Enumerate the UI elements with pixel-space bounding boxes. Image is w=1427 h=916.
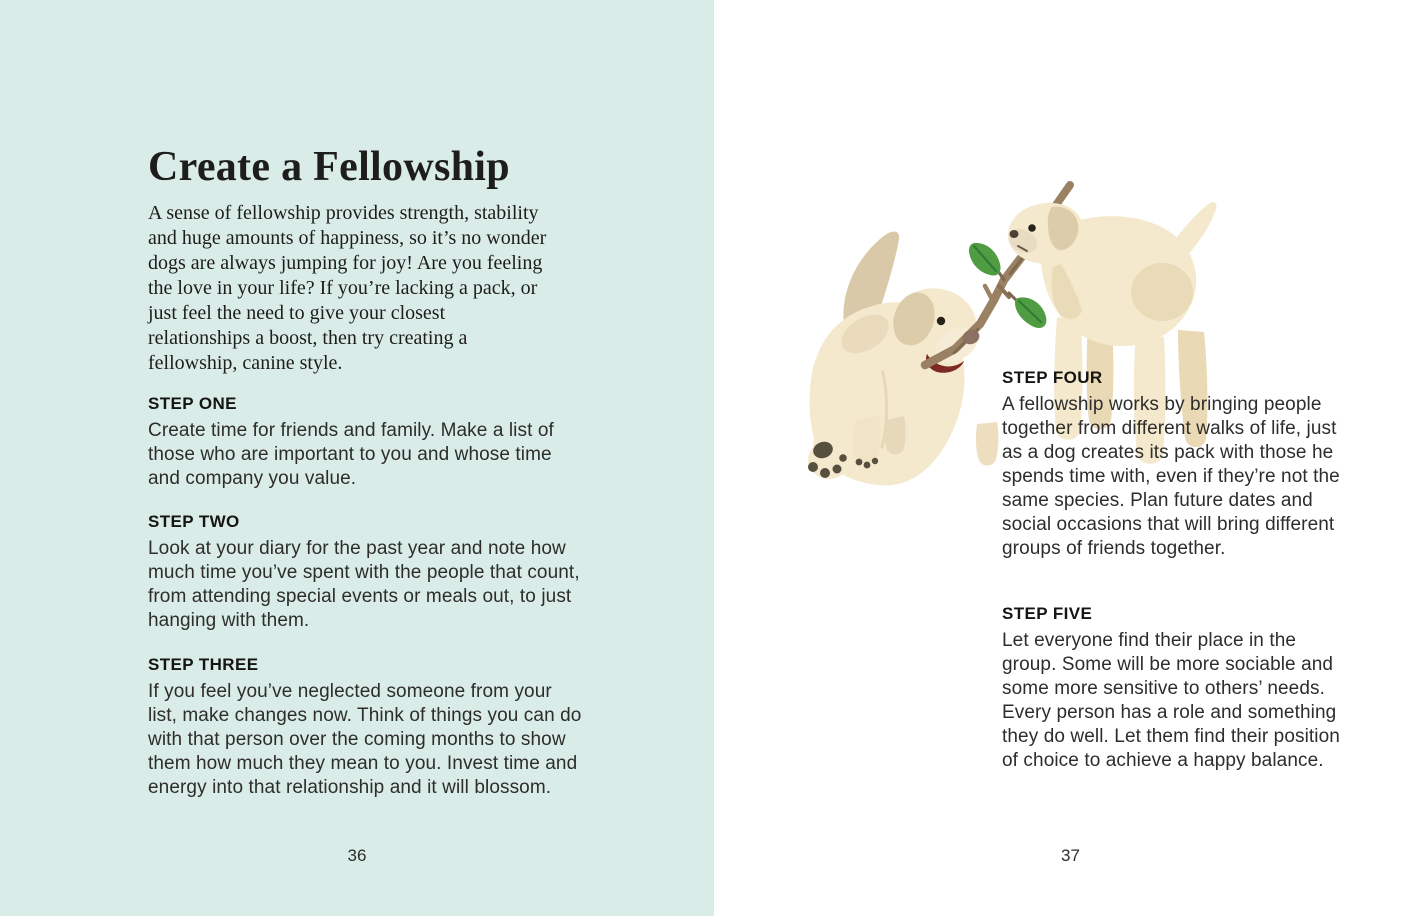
- page-number-left: 36: [347, 846, 367, 865]
- step-five-section: [1002, 604, 1348, 773]
- step-three-section: [148, 655, 582, 800]
- page-number-right: 37: [1061, 846, 1080, 865]
- step-one-heading: STEP ONE: [148, 394, 237, 413]
- step-two-body: Look at your diary for the past year and note how much time you’ve spent with the people that count, from attending special events or meals out, to just hanging with them.: [148, 538, 580, 631]
- step-four-body: A fellowship works by bringing people together from different walks of life, just as a dog creates its pack with those he spends time with, even if they’re not the same species. Plan future dates and social occasions that will bring different groups of friends together.: [1002, 394, 1340, 559]
- step-three-body: If you feel you’ve neglected someone from your list, make changes now. Think of things you can do with that person over the coming months to show them how much they mean to you. Invest time and energy into that relationship and it will blossom.: [148, 681, 582, 798]
- step-one-section: [148, 394, 582, 491]
- right-page: [714, 0, 1427, 916]
- step-five-heading: STEP FIVE: [1002, 604, 1093, 623]
- step-two-section: [148, 512, 582, 633]
- left-puppy-eye: [937, 317, 945, 325]
- step-two-heading: STEP TWO: [148, 512, 240, 531]
- step-four-section: [1002, 368, 1348, 561]
- right-puppy-nose: [1010, 230, 1019, 238]
- step-three-heading: STEP THREE: [148, 655, 259, 674]
- left-puppy: [808, 231, 998, 485]
- intro-paragraph: A sense of fellowship provides strength, stability and huge amounts of happiness, so it’s no wonder dogs are always jumping for joy! Are you feeling the love in your life? If you’re lacking a pack, or just feel the need to give your closest relationships a boost, then try creating a fellowship, canine style.: [148, 202, 547, 374]
- page-title: Create a Fellowship: [148, 144, 510, 190]
- right-puppy-eye: [1028, 224, 1036, 232]
- step-one-body: Create time for friends and family. Make a list of those who are important to you and whose time and company you value.: [148, 420, 554, 489]
- step-five-body: Let everyone find their place in the group. Some will be more sociable and some more sensitive to others’ needs. Every person has a role and something they do well. Let them find their position of choice to achieve a happy balance.: [1002, 630, 1340, 771]
- step-four-heading: STEP FOUR: [1002, 368, 1103, 387]
